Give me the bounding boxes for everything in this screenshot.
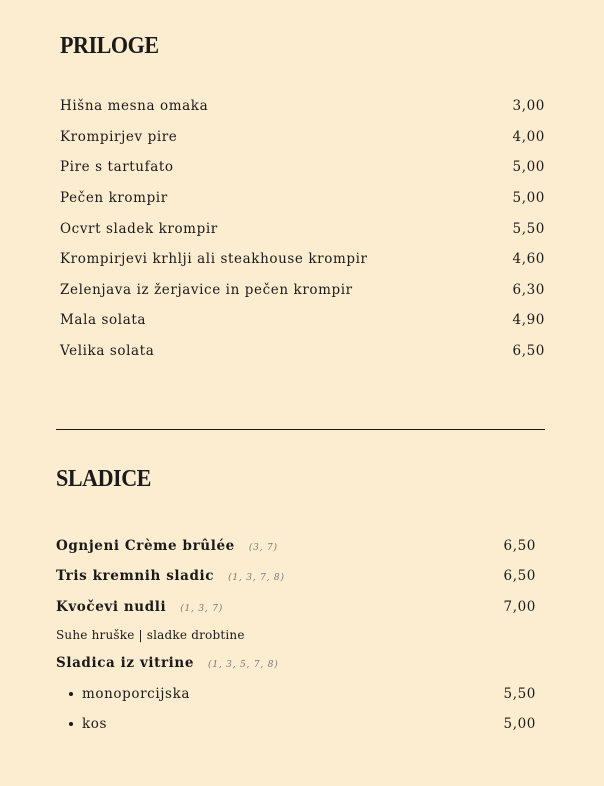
menu-item — [60, 310, 545, 330]
menu-item — [60, 188, 545, 208]
item-name: Zelenjava iz žerjavice in pečen krompir — [60, 282, 353, 298]
item-price: 6,50 — [512, 343, 545, 359]
menu-item — [56, 597, 536, 617]
item-price: 7,00 — [503, 599, 536, 615]
item-price: 5,50 — [512, 221, 545, 237]
item-name: Kvočevi nudli — [56, 599, 167, 615]
menu-item — [60, 96, 545, 116]
item-price: 6,50 — [503, 538, 536, 554]
allergen-codes: (1, 3, 7) — [180, 604, 224, 614]
allergen-codes: (3, 7) — [248, 543, 278, 553]
menu-item — [60, 280, 545, 300]
menu-item — [60, 127, 545, 147]
menu-item — [60, 249, 545, 269]
item-name: Pečen krompir — [60, 190, 168, 206]
item-price: 5,00 — [512, 159, 545, 175]
sladice-heading: SLADICE — [56, 466, 151, 492]
item-name: Sladica iz vitrine — [56, 655, 195, 671]
menu-item — [60, 341, 545, 361]
item-price: 6,50 — [503, 568, 536, 584]
allergen-codes: (1, 3, 7, 8) — [228, 573, 285, 583]
item-name: Tris kremnih sladic — [56, 568, 215, 584]
option-name: kos — [82, 716, 108, 732]
priloge-heading: PRILOGE — [60, 33, 159, 59]
menu-item — [56, 536, 536, 556]
note-text: Suhe hruške | sladke drobtine — [56, 628, 245, 642]
item-price: 4,60 — [512, 251, 545, 267]
item-price: 4,90 — [512, 312, 545, 328]
item-name: Krompirjev pire — [60, 129, 178, 145]
list-item — [69, 714, 536, 734]
option-price: 5,00 — [503, 716, 536, 732]
section-divider — [56, 429, 545, 430]
item-name: Mala solata — [60, 312, 147, 328]
item-name: Hišna mesna omaka — [60, 98, 209, 114]
item-name: Ognjeni Crème brûlée — [56, 538, 235, 554]
option-name: monoporcijska — [82, 686, 190, 702]
menu-item — [60, 219, 545, 239]
item-name: Velika solata — [60, 343, 155, 359]
option-price: 5,50 — [503, 686, 536, 702]
bullet-icon — [69, 722, 73, 726]
menu-item — [60, 157, 545, 177]
item-description — [56, 625, 536, 645]
bullet-icon — [69, 692, 73, 696]
item-name: Ocvrt sladek krompir — [60, 221, 218, 237]
item-name: Pire s tartufato — [60, 159, 174, 175]
menu-item — [56, 566, 536, 586]
item-name: Krompirjevi krhlji ali steakhouse krompir — [60, 251, 368, 267]
item-price: 4,00 — [512, 129, 545, 145]
menu-item — [56, 653, 536, 673]
item-price: 3,00 — [512, 98, 545, 114]
item-price: 6,30 — [512, 282, 545, 298]
list-item — [69, 684, 536, 704]
item-price: 5,00 — [512, 190, 545, 206]
allergen-codes: (1, 3, 5, 7, 8) — [208, 660, 279, 670]
